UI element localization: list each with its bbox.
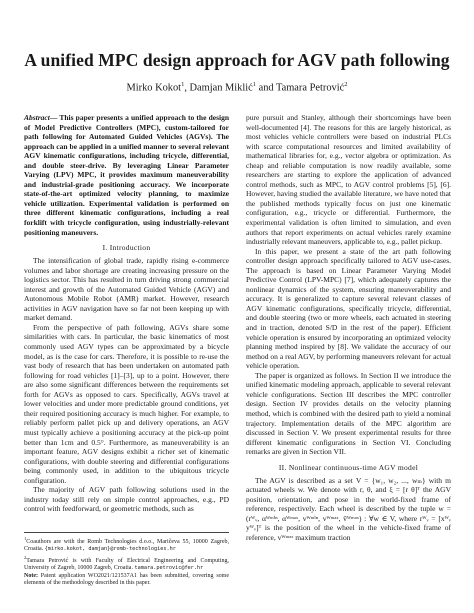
footnote: [24, 554, 229, 573]
footnote-text: Coauthors are with the Romb Technologies d.o.o., Maričeva 55, 10000 Zagreb, Croatia.: [24, 539, 229, 553]
abstract: [24, 113, 229, 237]
note-lead: Note:: [24, 572, 38, 579]
footnote-note: [24, 573, 229, 588]
footnotes: [24, 532, 229, 587]
author-line: [0, 81, 474, 93]
body-paragraph: pure pursuit and Stanley, although their shortcomings have been well-documented [4]. The reasons for this are largely historical, as most vehicles vehicle controllers were based on industrial PLCs with scarce computational resources and limited availability of mathematical libraries for, e.g., vector algebra or optimization. As cheap and reliable computation is now readily available, some researchers are starting to explore the application of advanced control methods, such as MPC, to AGV control problems [5], [6]. However, having studied the available literature, we have noted that the published methods typically focus on just one kinematic configuration, e.g., tricycle or differential. Furthermore, the experimental validation is often limited to simulation, and even authors that report experiments on actual vehicles rarely examine industrially relevant maneuvers, applicable to, e.g., pallet pickup.: [246, 113, 451, 247]
intro-paragraph: From the perspective of path following, AGVs share some similarities with cars. In particular, the basic kinematics of most commonly used AGV types can be approximated by a bicycle model, as is the case for cars. Therefore, it is possible to re-use the vast body of research that has been undertaken on automated path following for road vehicles [1]–[3], up to a point. However, there are also some significant differences between the requirements set forth for AGVs as opposed to cars. Specifically, AGVs travel at lower velocities and under more predictable ground conditions, yet their required positioning accuracy is much higher. For example, to reliably perform pallet pick up and delivery operations, an AGV must typically achieve a positioning accuracy at the pick-up point better than 1cm and 0.5°. Furthermore, as maneuverability is an important feature, AGV designs exhibit a richer set of kinematic configurations, with double steering and differential configurations being commonly used, in addition to the ubiquitous tricycle configuration.: [24, 322, 229, 485]
abstract-body: — This paper presents a unified approach to the design of Model Predictive Controllers (MPC), custom-tailored for path following for Automated Guided Vehicles (AGVs). The approach can be applied in a unified manner to several relevant AGV kinematic configurations, including tricycle, differential, and double steer-drive. By leveraging Linear Parameter Varying (LPV) MPC, it provides maximum maneuverability and industrial-grade positioning accuracy. We incorporate state-of-the-art optimized velocity planning, to maximize vehicle utilization. Experimental validation is performed on three different kinematic configurations, including a real forklift with tricycle configuration, using industrially-relevant positioning maneuvers.: [24, 113, 229, 237]
intro-paragraph: The intensification of global trade, rapidly rising e-commerce volumes and labor shortage are creating increasing pressure on the logistics sector. This has resulted in turn driving strong commercial interest and growth of the Automated Guided Vehicle (AGV) and Autonomous Mobile Robot (AMR) market. However, research activities in AGV navigation have so far not been keeping up with market demand.: [24, 256, 229, 323]
paper-title: A unified MPC design approach for AGV path following: [24, 50, 450, 70]
body-paragraph: The AGV is described as a set V = {w₁, w₂, ..., wₘ} with m actuated wheels w. We denote with r, θ, and ξ = [r θ]ᵀ the AGV position, orientation, and pose in the world-fixed frame of reference, respectively. Each wheel is described by the tuple w = (rᵂᵥ, αᵂᵐⁱⁿ, αᵂᵐᵃˣ, vᵂᵐⁱⁿ, vᵂᵐᵃˣ, ṽᵂᵐᵃˣ) : ∀w ∈ V, where rᵂᵥ = [xᵂᵥ yᵂᵥ]ᵀ is the position of the wheel in the vehicle-fixed frame of reference, vᵂᵐᵃˣ maximum traction: [246, 475, 451, 542]
footnote-mark: 1: [24, 536, 27, 541]
affiliation-mark: 1: [181, 81, 185, 88]
left-column: [24, 113, 229, 514]
intro-paragraph: The majority of AGV path following solutions used in the industry today still rely on simple control approaches, e.g., PD control with feedforward, or geometric methods, such as: [24, 485, 229, 514]
body-paragraph: The paper is organized as follows. In Section II we introduce the unified kinematic modeling approach, applicable to several relevant vehicle configurations. Section III describes the MPC controller design. Section IV provides details on the velocity planning method, which is combined with the desired path to yield a nominal trajectory. Implementation details of the MPC algorithm are discussed in Section V. We present experimental results for three different kinematic configurations in Section VI. Concluding remarks are given in Section VII.: [246, 370, 451, 457]
author-name: Mirko Kokot: [126, 82, 182, 94]
affiliation-mark: 2: [344, 81, 348, 88]
footnote-email: {mirko.kokot, damjan}@romb-technologies.hr: [44, 546, 176, 553]
note-text: Patent application WO2021/121537A1 has been submitted, covering some elements of the methodology described in this paper.: [24, 572, 229, 587]
footnote-text: Tamara Petrović is with Faculty of Electrical Engineering and Computing, University of Zagreb, 10000 Zagreb, Croatia.: [24, 557, 229, 572]
section-heading: I. Introduction: [102, 243, 151, 253]
section-heading: II. Nonlinear continuous-time AGV model: [278, 462, 419, 472]
affiliation-mark: 1: [252, 81, 256, 88]
author-name: , Damjan Miklić: [184, 82, 253, 94]
footnote-email: tamara.petrovic@fer.hr: [134, 565, 204, 572]
right-column: [246, 113, 451, 543]
abstract-lead: Abstract: [24, 113, 50, 122]
footnote-mark: 2: [24, 554, 27, 560]
author-name: and Tamara Petrović: [255, 82, 345, 94]
body-paragraph: In this paper, we present a state of the art path following controller design approach specifically tailored to AGV use-cases. The approach is based on Linear Parameter Varying Model Predictive Control (LPV-MPC) [7], which adequately captures the nonlinear dynamics of the system, ensuring maneuverability and accuracy. It is generalized to capture several relevant classes of AGV kinematic configurations, specifically tricycle, differential, and double steering (two or more wheels, each actuated in steering and in traction, denoted S/D in the rest of the paper). Efficient vehicle operation is ensured by incorporating an optimized velocity planning method inspired by [8]. We validate the accuracy of our method on a real AGV, by performing maneuvers relevant for actual vehicle operation.: [246, 246, 451, 371]
footnote: [24, 535, 229, 554]
